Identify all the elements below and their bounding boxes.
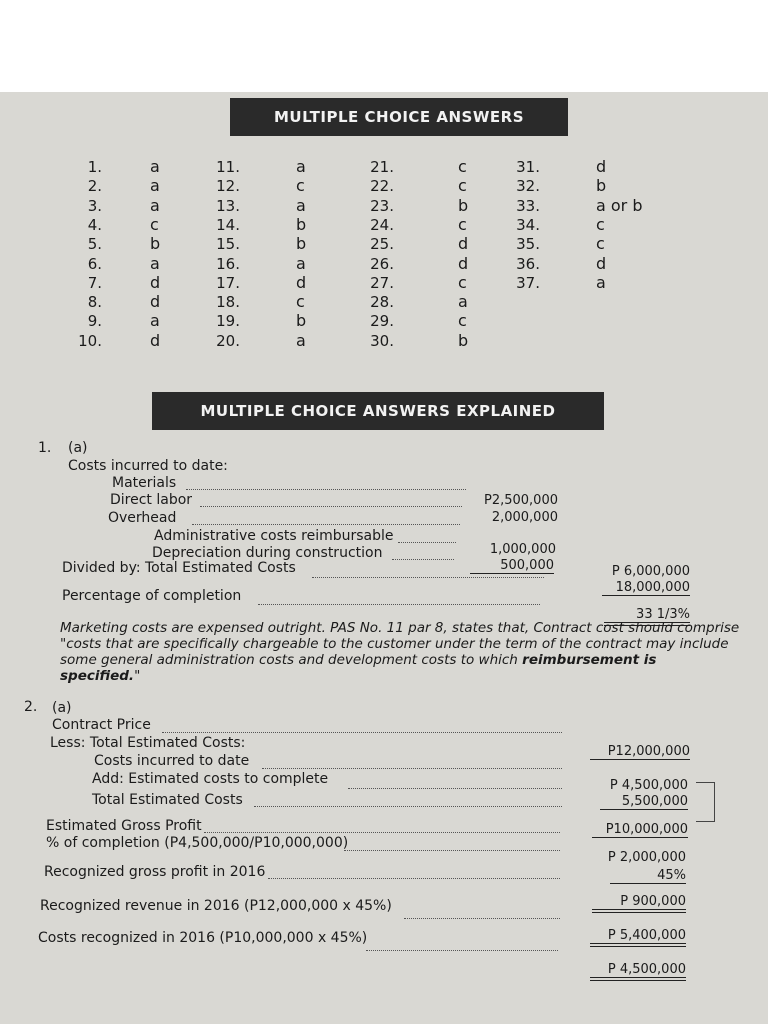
mc-item-answer: a bbox=[296, 330, 306, 350]
leader-dots bbox=[262, 768, 562, 769]
q1-direct-labor-amount: P2,500,000 bbox=[483, 493, 558, 508]
mc-item-answer: d bbox=[458, 234, 469, 254]
q2-costs-incurred-amount: P 4,500,000 bbox=[609, 778, 688, 793]
mc-item-answer: c bbox=[150, 214, 159, 234]
mc-item-number: 34. bbox=[516, 215, 540, 234]
q1-admin-amount: 1,000,000 bbox=[489, 542, 556, 557]
leader-dots bbox=[204, 832, 560, 833]
leader-dots bbox=[392, 559, 454, 560]
mc-item-answer: b bbox=[458, 330, 469, 350]
q1-materials-label: Materials bbox=[112, 475, 177, 491]
mc-item-number: 7. bbox=[87, 273, 102, 292]
q2-costs-recognized-amount: P 4,500,000 bbox=[590, 962, 686, 981]
q2-costs-incurred-label: Costs incurred to date bbox=[94, 753, 250, 769]
mc-item-number: 33. bbox=[516, 196, 540, 215]
mc-item-number: 16. bbox=[216, 254, 240, 273]
q1-number: 1. bbox=[38, 440, 52, 456]
q2-gross-profit-amount: P 2,000,000 bbox=[607, 850, 686, 865]
mc-item-answer: d bbox=[150, 292, 161, 312]
q2-estimated-to-complete-amount: 5,500,000 bbox=[600, 794, 688, 810]
q2-less-label: Less: Total Estimated Costs: bbox=[50, 735, 246, 751]
mc-item-answer: d bbox=[596, 157, 607, 176]
q2-recognized-revenue-amount: P 5,400,000 bbox=[590, 928, 686, 947]
mc-item-number: 29. bbox=[370, 312, 394, 331]
q1-explanation-text: Marketing costs are expensed outright. PAS No. 11 par 8, states that, Contract cost should comprise "costs that are specifically chargeable to the customer under the term of the contract may include some general administration costs and development costs to which bbox=[60, 620, 740, 668]
q1-divided-label: Divided by: Total Estimated Costs bbox=[62, 560, 296, 576]
mc-item-answer: a bbox=[458, 292, 468, 312]
leader-dots bbox=[344, 850, 560, 851]
mc-item-answer: c bbox=[596, 234, 605, 254]
mc-item-number: 35. bbox=[516, 235, 540, 254]
mc-item-answer: c bbox=[296, 176, 305, 196]
mc-item-answer: a bbox=[150, 253, 160, 273]
mc-item-number: 20. bbox=[216, 331, 240, 350]
mc-item-number: 37. bbox=[516, 273, 540, 292]
mc-item-answer: c bbox=[458, 176, 467, 196]
mc-item-answer: b bbox=[296, 234, 307, 254]
mc-item-number: 36. bbox=[516, 254, 540, 273]
leader-dots bbox=[404, 918, 560, 919]
mc-item-answer: a bbox=[296, 195, 306, 215]
q1-direct-labor-label: Direct labor bbox=[110, 492, 193, 508]
mc-item-number: 31. bbox=[516, 158, 540, 176]
mc-explained-heading: MULTIPLE CHOICE ANSWERS EXPLAINED bbox=[152, 392, 604, 430]
q2-percent-completion-label: % of completion (P4,500,000/P10,000,000) bbox=[46, 835, 349, 851]
mc-item-number: 17. bbox=[216, 273, 240, 292]
q1-overhead-amount: 2,000,000 bbox=[491, 510, 558, 525]
textbook-page bbox=[0, 92, 768, 1024]
mc-item-number: 4. bbox=[87, 215, 102, 234]
q2-recognized-gross-profit-label: Recognized gross profit in 2016 bbox=[44, 864, 266, 880]
q1-explanation-bold: reimbursement is specified. bbox=[60, 652, 657, 684]
leader-dots bbox=[312, 577, 544, 578]
leader-dots bbox=[348, 788, 562, 789]
mc-item-answer: b bbox=[458, 195, 469, 215]
q1-overhead-label: Overhead bbox=[108, 510, 177, 526]
mc-item-number: 3. bbox=[87, 196, 102, 215]
mc-item-answer: a bbox=[150, 195, 160, 215]
q1-answer: (a) bbox=[68, 440, 88, 456]
leader-dots bbox=[398, 542, 456, 543]
q1-admin-label: Administrative costs reimbursable bbox=[154, 528, 394, 544]
mc-item-answer: a or b bbox=[596, 195, 643, 215]
mc-item-answer: d bbox=[150, 330, 161, 350]
mc-item-number: 25. bbox=[370, 235, 394, 254]
mc-item-answer: d bbox=[458, 253, 469, 273]
mc-item-answer: c bbox=[596, 214, 605, 234]
mc-item-number: 2. bbox=[87, 177, 102, 196]
q1-depreciation-amount: 500,000 bbox=[470, 558, 554, 574]
q1-percentage-amount: 33 1/3% bbox=[604, 607, 690, 626]
mc-item-number: 19. bbox=[216, 312, 240, 331]
mc-item-answer: c bbox=[458, 214, 467, 234]
mc-answers-heading: MULTIPLE CHOICE ANSWERS bbox=[230, 98, 568, 136]
mc-item-number: 6. bbox=[87, 254, 102, 273]
mc-item-number: 26. bbox=[370, 254, 394, 273]
mc-item-number: 22. bbox=[370, 177, 394, 196]
leader-dots bbox=[254, 806, 562, 807]
leader-dots bbox=[258, 604, 540, 605]
mc-item-number: 27. bbox=[370, 273, 394, 292]
q1-depreciation-label: Depreciation during construction bbox=[152, 545, 383, 561]
q2-total-estimated-amount: P10,000,000 bbox=[592, 822, 688, 838]
mc-item-number: 24. bbox=[370, 215, 394, 234]
q1-explanation bbox=[60, 620, 740, 684]
mc-item-number: 12. bbox=[216, 177, 240, 196]
q2-costs-recognized-label: Costs recognized in 2016 (P10,000,000 x 45%) bbox=[38, 930, 368, 946]
q1-explanation-end: " bbox=[134, 668, 141, 684]
q2-gross-profit-label: Estimated Gross Profit bbox=[46, 818, 202, 834]
mc-item-number: 14. bbox=[216, 215, 240, 234]
q2-contract-price-label: Contract Price bbox=[52, 717, 151, 733]
q1-costs-incurred-label: Costs incurred to date: bbox=[68, 458, 228, 474]
leader-dots bbox=[162, 732, 562, 733]
q2-recognized-gross-profit-amount: P 900,000 bbox=[592, 894, 686, 913]
mc-item-answer: a bbox=[150, 157, 160, 176]
mc-item-answer: a bbox=[296, 157, 306, 176]
mc-item-answer: a bbox=[150, 176, 160, 196]
mc-item-answer: b bbox=[596, 176, 607, 196]
q2-recognized-revenue-label: Recognized revenue in 2016 (P12,000,000 x 45%) bbox=[40, 898, 392, 914]
mc-item-number: 28. bbox=[370, 293, 394, 312]
mc-item-answer: a bbox=[296, 253, 306, 273]
mc-item-number: 8. bbox=[87, 293, 102, 312]
mc-item-answer: b bbox=[296, 214, 307, 234]
mc-item-number: 1. bbox=[87, 158, 102, 176]
q1-total-costs-amount: P 6,000,000 bbox=[611, 564, 690, 579]
mc-item-number: 11. bbox=[216, 158, 240, 176]
mc-item-answer: b bbox=[296, 311, 307, 331]
mc-item-answer: b bbox=[150, 234, 161, 254]
mc-item-number: 30. bbox=[370, 331, 394, 350]
mc-item-number: 21. bbox=[370, 158, 394, 176]
mc-item-number: 18. bbox=[216, 293, 240, 312]
mc-item-answer: a bbox=[150, 311, 160, 331]
q2-estimated-to-complete-label: Add: Estimated costs to complete bbox=[92, 771, 329, 787]
mc-item-number: 9. bbox=[87, 312, 102, 331]
leader-dots bbox=[268, 878, 560, 879]
bracket-mark bbox=[696, 782, 715, 822]
q2-contract-price-amount: P12,000,000 bbox=[590, 744, 690, 760]
mc-item-answer: d bbox=[296, 272, 307, 292]
mc-item-answer: a bbox=[596, 272, 606, 292]
q2-total-estimated-label: Total Estimated Costs bbox=[92, 792, 243, 808]
mc-item-answer: d bbox=[150, 272, 161, 292]
mc-item-number: 13. bbox=[216, 196, 240, 215]
mc-item-number: 15. bbox=[216, 235, 240, 254]
q2-answer: (a) bbox=[52, 700, 72, 716]
q2-number: 2. bbox=[24, 699, 38, 715]
mc-item-answer: c bbox=[458, 272, 467, 292]
q1-estimated-costs-amount: 18,000,000 bbox=[602, 580, 690, 596]
leader-dots bbox=[200, 506, 462, 507]
q1-percentage-label: Percentage of completion bbox=[62, 588, 242, 604]
leader-dots bbox=[192, 524, 460, 525]
mc-item-answer: c bbox=[296, 292, 305, 312]
mc-item-number: 10. bbox=[78, 331, 102, 350]
q2-percent-completion-amount: 45% bbox=[610, 868, 686, 884]
mc-item-answer: d bbox=[596, 253, 607, 273]
leader-dots bbox=[366, 950, 558, 951]
mc-item-number: 32. bbox=[516, 177, 540, 196]
mc-item-number: 5. bbox=[87, 235, 102, 254]
mc-item-answer: c bbox=[458, 311, 467, 331]
mc-item-number: 23. bbox=[370, 196, 394, 215]
leader-dots bbox=[186, 489, 466, 490]
mc-item-answer: c bbox=[458, 157, 467, 176]
